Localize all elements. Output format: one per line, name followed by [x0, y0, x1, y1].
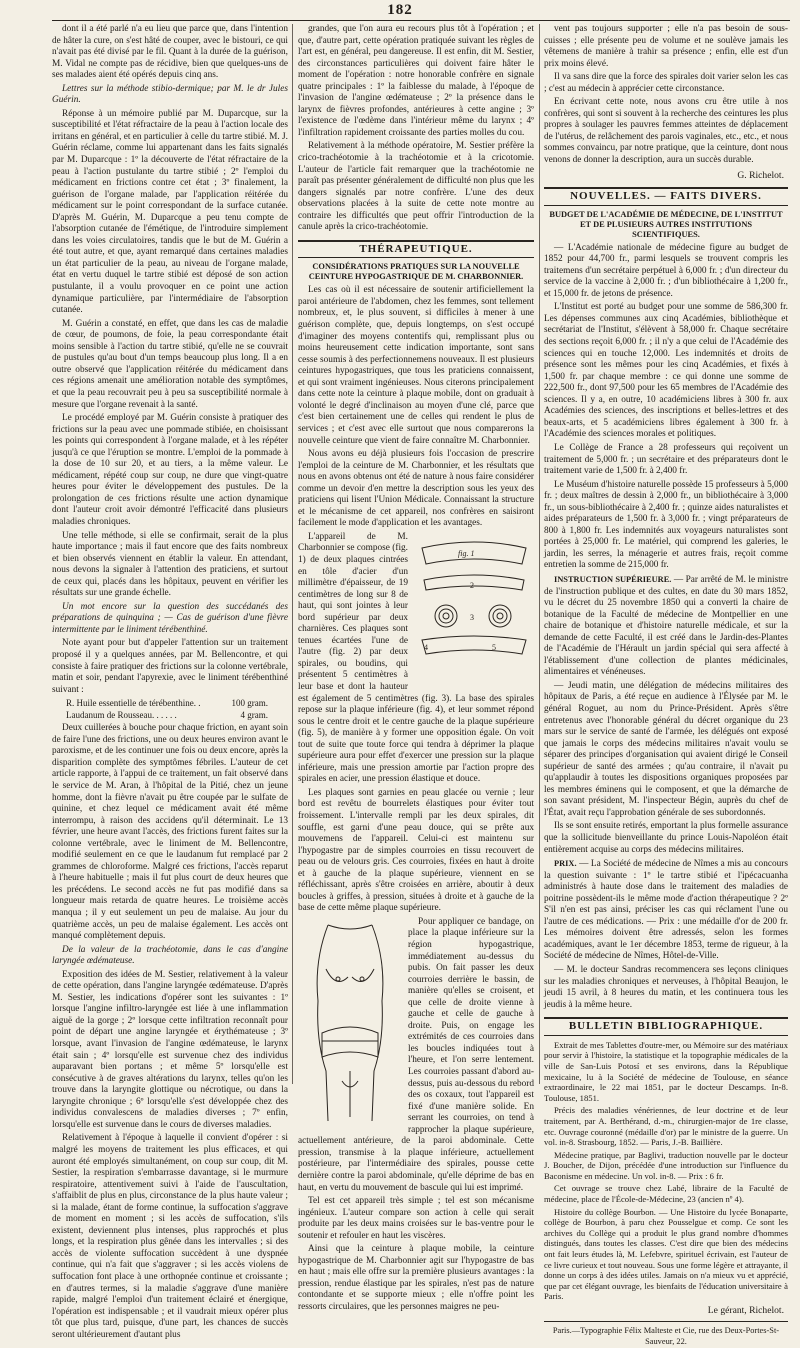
- biblio-item: Médecine pratique, par Baglivi, traduction nouvelle par le docteur J. Boucher, de Dijon, précédée d'une introduction sur l'influence du Baconisme en médecine. Un vol. in-8. — Prix : 6 fr.: [544, 1149, 788, 1181]
- column-3: [544, 24, 788, 1347]
- paragraph: Les plaques sont garnies en peau glacée ou vernie ; leur bord est revêtu de bourrelets élastiques pour éviter tout froissement. L'intervalle rempli par les deux spirales, dit souffle, est garni d'une peau douce, qui se prête aux mouvemens de l'appareil. Celui-ci est maintenu sur l'hypogastre par de simples courroies en tissu recouvert de peau ou de velours gris. Ces courroies, fixées en haut à droite et à gauche de la plaque supérieure, viennent en se réfléchissant, après s'être croisées en arrière, aboutir à deux boucles à griffes, à pression, situées à droite et à gauche de la base de cette même plaque supérieure.: [298, 787, 534, 914]
- paragraph: Il va sans dire que la force des spirales doit varier selon les cas ; c'est au médecin à apprécier cette circonstance.: [544, 72, 788, 94]
- section-title-therapeutique: THÉRAPEUTIQUE.: [298, 240, 534, 259]
- column-divider-2: [539, 24, 540, 1084]
- biblio-item: Cet ouvrage se trouve chez Labé, libraire de la Faculté de médecine, place de l'École-de-Médecine, 23 (ancien nº 4).: [544, 1183, 788, 1205]
- paragraph: Le Muséum d'histoire naturelle possède 15 professeurs à 5,000 fr. ; deux maîtres de dessin à 2,000 fr., un bibliothécaire à 3,000 fr., un sous-bibliothécaire à 2,400 fr. ; quinze aides naturalistes et aides préparateurs de 1,500 fr. à 3,000 fr. ; vingt préparateurs de 800 à 1,800 fr. Les indemnités aux voyageurs naturalistes sont portées à 25,000 fr. Le matériel, qui comprend les galeries, le jardin, les serres, la ménagerie et autres frais, reçoit comme entretien la somme de 215,000 fr.: [544, 479, 788, 571]
- article-heading-stibio: Lettres sur la méthode stibio-dermique; par M. le dr Jules Guérin.: [52, 83, 288, 106]
- recipe: [66, 698, 288, 721]
- paragraph: Relativement à la méthode opératoire, M. Sestier préfère la crico-trachéotomie à la trachéotomie et à la cricotomie. L'auteur de l'article fait remarquer que la trachéotomie ne paraît pas présenter généralement de difficulté non plus que les dangers signalés par notre confrère. L'une des deux observations placées à la suite de cette note montre au contraire les difficultés que peut offrir l'introduction de la canule après la crico-trachéotomie.: [298, 141, 534, 233]
- torso-figure: [298, 921, 402, 1131]
- bibliography-list: [544, 1040, 788, 1302]
- paragraph: Le Collège de France a 28 professeurs qui reçoivent un traitement de 5,000 fr. ; un secrétaire et des préparateurs dont le traitement varie de 1,500 fr. à 2,400 fr.: [544, 442, 788, 477]
- paragraph: Réponse à un mémoire publié par M. Duparcque, sur la susceptibilité et l'état réfractaire de la peau à l'action locale des irritans en général, et en particulier à celle du tartre stibié. M. J. Guérin réclame, comme lui appartenant dans les faits signalés par M. Duparcque : 1º la découverte de l'état réfractaire de la peau à l'action pustulante du tartre stibié ; 2º l'emploi du médicament en frictions contre cet état ; 3º finalement, la guérison de l'organe malade, par l'application réitérée du médicament sur le point correspondant de la surface cutanée. D'après M. Guérin, M. Duparcque a peu tenu compte de l'absorption cutanée de l'émétique, de l'introduire simplement dans les voies circulatoires, tandis que le but de M. Guérin a été tout autre, et que, ayant remarqué dans certaines maladies un état particulier de la peau, au niveau de l'organe malade, état en vertu duquel le tartre stibié est déposé de son action pustulante, il a voulu provoquer en ce point une action dynamique particulière, par l'intermédiaire de l'absorption cutanée.: [52, 108, 288, 316]
- paragraph: INSTRUCTION SUPÉRIEURE. — Par arrêté de M. le ministre de l'instruction publique et des cultes, en date du 30 mars 1852, vu le décret du 25 novembre 1850 qui a converti la chaire de botanique de la Faculté de médecine de Montpellier en une chaire de botanique et d'histoire naturelle médicale, et sur la demande de cette Faculté, il est créé dans le Jardin-des-Plantes de l'Académie de l'Hérault un jardin spécial qui sera affecté à l'établissement d'une collection de plantes médicinales, alimentaires et vénéneuses.: [544, 574, 788, 678]
- news-subheading: BUDGET DE L'ACADÉMIE DE MÉDECINE, DE L'INSTITUT ET DE PLUSIEURS AUTRES INSTITUTIONS SCIENTIFIQUES.: [549, 209, 783, 239]
- runin-heading: INSTRUCTION SUPÉRIEURE.: [554, 574, 672, 584]
- paragraph: Pour appliquer ce bandage, on place la plaque inférieure sur la région hypogastrique, immédiatement au-dessus du pubis. On fait passer les deux courroies derrière le bassin, de manière qu'elles se croisent, et que celle de droite vienne à gauche et celle de gauche à droite. Puis, on engage les extrémités de ces courroies dans les boucles indiquées tout à l'heure, et l'on serre lentement. Les courroies passant d'abord au-dessus, puis au-dessous du rebord des os coxaux, tout l'appareil est fixé d'une manière solide. En serrant les courroies, on tend à rapprocher la plaque supérieure, actuellement antérieure, de la paroi abdominale. Cette pression, transmise à la plaque inférieure, actuellement postérieure, par l'intermédiaire des spirales, pousse cette dernière contre la paroi abdominale, qu'elle déprime de bas en haut, en vertu du mouvement de bascule qui lui est imprimé.: [298, 916, 534, 1193]
- paragraph: — L'Académie nationale de médecine figure au budget de 1852 pour 44,700 fr., parmi lesquels se trouvent compris les traitemens d'un secrétaire perpétuel à 6,000 fr. ; d'un directeur du service de la vaccine à 2,000 fr. ; d'un bibliothécaire à 1,200 fr., et 15,000 fr. de jetons de présence.: [544, 242, 788, 299]
- recipe-line: R. Huile essentielle de térébenthine. . 100 gram.: [66, 698, 268, 709]
- fig-label-2: 2: [470, 580, 474, 590]
- column-1: [52, 24, 288, 1340]
- article-heading-tracheotomie: De la valeur de la trachéotomie, dans le cas d'angine laryngée œdémateuse.: [52, 944, 288, 967]
- paragraph: PRIX. — La Société de médecine de Nîmes a mis au concours la question suivante : 1º le tartre stibié et l'ipécacuanha administrés à haute dose dans le traitement des maladies de poitrine possèdent-ils le même mode d'action thérapeutique ? 2º S'il n'en est pas ainsi, préciser les cas qui réclament l'une ou l'autre de ces médications. — Prix : une médaille d'or de 200 fr. Les mémoires doivent être adressés, selon les formes académiques, avant le 1er décembre 1853, terme de rigueur, à la Société de médecine de Nîmes, Hôtel-de-Ville.: [544, 859, 788, 962]
- belt-diagram-illustration: [414, 534, 534, 684]
- runin-heading: PRIX.: [554, 859, 577, 869]
- article-subheading: CONSIDÉRATIONS PRATIQUES SUR LA NOUVELLE CEINTURE HYPOGASTRIQUE DE M. CHARBONNIER.: [308, 262, 524, 282]
- section-title-nouvelles: NOUVELLES. — FAITS DIVERS.: [544, 187, 788, 206]
- printer-footer: Paris.—Typographie Félix Malteste et Cie, rue des Deux-Portes-St-Sauveur, 22.: [544, 1321, 788, 1348]
- fig-label-1: fig. 1: [458, 548, 475, 558]
- paragraph: M. Guérin a constaté, en effet, que dans les cas de maladie de cœur, de poumons, de foie, la peau correspondante était moins sensible à l'action du tartre stibié, qu'elle ne se couvrait de pustules qu'au bout d'un temps beaucoup plus long. Il a en outre observé que l'application réitérée du médicament dans ces régions amenait une amélioration notable des symptômes, et que la peau recouvrait peu à peu sa susceptibilité normale à mesure que l'organe revenait à la santé.: [52, 318, 288, 410]
- paragraph: En écrivant cette note, nous avons cru être utile à nos confrères, qui sont si souvent à la recherche des ceintures les plus propres à soulager les pauvres femmes atteintes de déplacement de l'utérus, de relâchement des parois vaginales, etc., etc., et nous sommes convaincu, par notre pratique, que la ceinture, dont nous venons de donner la description, aura un succès durable.: [544, 97, 788, 166]
- column-divider-1: [292, 24, 293, 1084]
- fig-label-5: 5: [492, 642, 496, 652]
- paragraph: Deux cuillerées à bouche pour chaque friction, en ayant soin de faire l'une des frictions, une ou deux heures environ avant le paroxisme, et de les continuer une fois ou deux encore, après la disparition complète des symptômes fébriles. L'auteur de cet article rapporte, à l'appui de ce traitement, un fait observé dans le service de M. Aran, à l'hôpital de la Pitié, chez un jeune homme, dont la fièvre n'avait pu être coupée par le sulfate de quinine, et chez lequel ce médicament avait été même interrompu, à raison des accidens qu'il déterminait. Le 13 février, une heure avant l'accès, des frictions furent faites sur la colonne vertébrale, avec le liniment de M. Bellencontre, modifié seulement en ce que le laudanum fut remplacé par 2 grammes de chloroforme. Malgré ces frictions, l'accès reparut à l'heure habituelle ; mais il fut plus court de deux heures que les précédens. Le second accès ne fut pas modifié dans sa longueur mais retarda de quatre heures. Le troisième accès manqua ; il y eut seulement un peu de malaise. Au jour du quatrième accès, un peu de malaise également. Les accès ont manqué complètement depuis.: [52, 723, 288, 942]
- paragraph: Note ayant pour but d'appeler l'attention sur un traitement proposé il y a quelques années, par M. Bellencontre, et qui consiste à faire pratiquer des frictions sur la colonne vertébrale, matin et soir, pendant l'apyrexie, avec le liniment térébenthiné suivant :: [52, 638, 288, 695]
- paragraph: — Jeudi matin, une délégation de médecins militaires des hôpitaux de Paris, a été reçue en audience à l'Élysée par M. le général Roguet, au nom du Prince-Président. Après s'être entretenus avec l'honorable général du décret organique du 23 mars sur le service de santé de l'armée, les délégués ont exposé que jamais le corps des médecins militaires n'avait voulu se séparer des principes d'organisation qui avaient dirigé le Conseil supérieur de santé des armées ; qu'au contraire, il n'avait pu qu'applaudir à toutes les dispositions organiques proposées par les membres éminens qui le composent, et que la démarche de son savant président, M. l'inspecteur Bégin, auprès du chef de l'État, avait reçu l'approbation générale de ses subordonnés.: [544, 680, 788, 818]
- article-heading-quinquina: Un mot encore sur la question des succédanés des préparations de quinquina ; — Cas de guérison d'une fièvre intermittente par le liniment térébenthiné.: [52, 601, 288, 635]
- paragraph: Tel est cet appareil très simple ; tel est son mécanisme ingénieux. L'auteur compare son action à celle qui serait produite par les deux mains croisées sur le bas-ventre pour le soutenir et refouler en haut les viscères.: [298, 1196, 534, 1241]
- torso-illustration: [298, 921, 402, 1126]
- biblio-item: Précis des maladies vénériennes, de leur doctrine et de leur traitement, par A. Berthérand, d.-m., chirurgien-major de 1re classe, etc. Ouvrage couronné (médaille d'or) par le ministre de la guerre. Un vol. in-8. Strasbourg, 1852. — Paris, J.-B. Baillière.: [544, 1105, 788, 1148]
- section-title-bulletin: BULLETIN BIBLIOGRAPHIQUE.: [544, 1017, 788, 1036]
- paragraph: Exposition des idées de M. Sestier, relativement à la valeur de cette opération, dans l'angine laryngée œdémateuse. D'après M. Sestier, les indications d'opérer sont les suivantes : 1º lorsque l'angine infiltro-laryngée est liée à une inflammation aiguë de la gorge ; 2º lorsque cette infiltration reconnaît pour point de départ une angine laryngée et érythémateuse ; 3º lorsque, avant l'invasion de l'angine œdémateuse, le larynx était sain ; 4º lorsqu'elle est survenue chez des individus auparavant bien portans ; et même 5º lorsqu'elle est consécutive à de graves altérations du larynx, telles qu'on les trouve dans la laryngite glottique ou nécrotique, ou dans la laryngite chronique ; 6º lorsqu'elle s'est développée chez des individus convalescens de maladies diverses ; 7º enfin, lorsqu'elle est survenue dans le cours de diverses maladies.: [52, 969, 288, 1130]
- paragraph: Relativement à l'époque à laquelle il convient d'opérer : si malgré les moyens de traitement les plus efficaces, et qui auront été employés simultanément, on coup sur coup, dit M. Sestier, la respiration s'embarrasse davantage, si le murmure respiratoire, attentivement suivi à l'aide de l'auscultation, s'affaiblit de plus en plus, circonstance de la plus haute valeur ; si la malade, étant de forme continue, la suffocation s'aggrave de moment en moment ; si les accès de suffocation, s'ils existent, deviennent plus intenses, plus rapprochés et plus longs, et la respiration plus gênée dans les intervalles ; si des accès de violente suffocation succèdent à une dyspnée continue, qui n'a fait que s'aggraver ; si les accès violens de suffocation font place à une orthopnée continue et croissante ; en d'autres termes, si la maladie s'aggrave d'une manière rapide, malgré l'emploi d'un traitement éclairé et énergique, l'opération est indispensable ; et il vaudrait mieux opérer plus tôt que plus tard, puisque, d'une part, les chances de succès seront ultérieurement d'autant plus: [52, 1133, 288, 1340]
- paragraph: vent pas toujours supporter ; elle n'a pas besoin de sous-cuisses ; elle présente peu de volume et ne soulève jamais les vêtemens de manière à trahir sa présence ; enfin, elle est d'un prix moins élevé.: [544, 24, 788, 69]
- paragraph: Ils se sont ensuite retirés, emportant la plus formelle assurance que la sollicitude bienveillante du prince Louis-Napoléon était entièrement acquise au corps des médecins militaires.: [544, 821, 788, 855]
- page-number: 182: [387, 2, 413, 18]
- paragraph: dont il a été parlé n'a eu lieu que parce que, dans l'intention de hâter la cure, on s'est hâté de couper, avec le bistouri, ce qui n'avait pas été divisé par le fil. Quant à la durée de la guérison, M. Vidal ne compte pas de récidive, bien que quelques-uns de ses malades aient été opérés depuis cinq ans.: [52, 24, 288, 81]
- belt-figures: [414, 534, 534, 684]
- paragraph: — M. le docteur Sandras recommencera ses leçons cliniques sur les maladies chroniques et nerveuses, à l'hôpital Beaujon, le jeudi 15 avril, à 8 heures du matin, et les continuera tous les jeudis à la même heure.: [544, 965, 788, 1010]
- biblio-item: Histoire du collège Bourbon. — Une Histoire du lycée Bonaparte, collège de Bourbon, à paru chez Pousselgue et comp. Ce sont les archives du Collège qui a produit le plus grand nombre d'hommes distingués, dans toutes les classes. C'est dire que bien des médecins ont fait leurs études là, M. Lefebvre, spirituel écrivain, est l'auteur de ce livre curieux et tout nouveau. Sous une forme légère et attrayante, il donne un corps à des idées utiles. Jamais on n'a mieux vu et apprécié, que par cet élégant ouvrage, les bienfaits de l'éducation universitaire à Paris.: [544, 1206, 788, 1302]
- fig-label-4: 4: [424, 642, 428, 652]
- signature-gerant: Le gérant, Richelot.: [707, 1305, 784, 1316]
- paragraph: Nous avons eu déjà plusieurs fois l'occasion de prescrire l'emploi de la ceinture de M. Charbonnier, et les résultats que nous en avons obtenus ont été de nature à nous faire considérer comme un devoir d'en mettre la description sous les yeux des praticiens qui lisent l'Union Médicale. Connaissant la structure et le mécanisme de cet appareil, nos confrères en saisiront facilement le mode d'application et les avantages.: [298, 449, 534, 529]
- signature: G. Richelot.: [737, 169, 784, 181]
- paragraph: L'Institut est porté au budget pour une somme de 586,300 fr. Les dépenses communes aux cinq Académies, bibliothèque et secrétariat de l'Institut, s'élèvent à 58,000 fr. Chaque secrétaire des sections reçoit 6,000 fr. ; il n'y a que celui de l'Académie des sciences qui en touche 12,000. Les indemnités et droits de présence sont les mêmes pour les cinq Académies, et fixés à 1,500 fr. par chaque membre : ce qui donne une somme de 222,500 fr., dont 97,500 pour les 65 membres de l'Académie des sciences. Il y a, en outre, 10 académiciens libres à 300 fr. aux Académies des sciences, des inscriptions et belles-lettres et des beaux-arts, et 5 académiciens libres également à 300 fr. à l'Académie des sciences morales et politiques.: [544, 302, 788, 440]
- paragraph: Les cas où il est nécessaire de soutenir artificiellement la paroi antérieure de l'abdomen, chez les femmes, sont tellement nombreux, et, le plus souvent, si difficiles à mener à une guérison complète, que, depuis longtemps, on s'est occupé d'imaginer des moyens contentifs qui, remplissant plus ou moins heureusement cette indication importante, sont sans cesse soumis à des perfectionnemens nouveaux. Il est plusieurs ceintures hypogastriques, que tous les praticiens connaissent, et qui sont vraiment ingénieuses. Nous citerons principalement dans cette note la ceinture à plaque mobile, dont on graduait à volonté le degré d'inclinaison au moyen d'une clé, parce que c'est bien certainement une de celles qui rendent le plus de services ; et c'est avec elle surtout que nous comparerons la nouvelle ceinture que vient de faire connaître M. Charbonnier.: [298, 285, 534, 446]
- biblio-item: Extrait de mes Tablettes d'outre-mer, ou Mémoire sur des matériaux pour servir à l'histoire, la statistique et la topographie médicales de la ville de San-Luis Potosí et ses environs, dans la République mexicaine, lu à la Société de médecine de Toulouse, en séance extraordinaire, le 22 mai 1851, par le docteur Descamps. In-8. Toulouse, 1851.: [544, 1039, 788, 1103]
- paragraph: Ainsi que la ceinture à plaque mobile, la ceinture hypogastrique de M. Charbonnier agit sur l'hypogastre de bas en haut ; mais elle offre sur la première plusieurs avantages : la pression, rendue élastique par les spirales, n'est pas de nature contondante et se supporte mieux ; elle n'offre point les ressorts circulaires, que les personnes maigres ne peu-: [298, 1244, 534, 1312]
- paragraph: grandes, que l'on aura eu recours plus tôt à l'opération ; et que, d'autre part, cette opération pratiquée suivant les règles de l'art est, en général, peu dangereuse. Il est enfin, dit M. Sestier, des circonstances particulières qui doivent faire hâter le moment de l'opération : notre honorable confrère en signale quatre principales : 1º la faiblesse du malade, à l'époque de l'invasion de l'angine œdémateuse ; 2º la présence dans le larynx de fièvres profondes, antérieures à cette angine ; 3º l'existence de l'œdème dans l'intérieur même du larynx ; 4º l'infiltration rapidement croissante des parties molles du cou.: [298, 24, 534, 138]
- paragraph: L'appareil de M. Charbonnier se compose (fig. 1) de deux plaques cintrées en tôle d'acier d'un millimètre d'épaisseur, de 19 centimètres de long sur 8 de haut, qui sont jointes à leur bord supérieur par deux charnières. Ces plaques sont tenues écartées l'une de l'autre (fig. 2) par deux spirales, ou boudins, qui présentent 5 centimètres à leur base et dont la hauteur est également de 5 centimètres (fig. 3). La base des spirales repose sur la plaque inférieure (fig. 4), et leur sommet répond sous le centre droit et le centre gauche de la plaque supérieure (fig. 5), de manière à y former une opposition égale. On voit tout de suite que toute force qui tendra à déprimer la plaque supérieure aura pour effet d'exercer une pression sur la plaque inférieure, mais une pression amortie par l'action propre des spirales en acier, une pression élastique et douce.: [298, 531, 534, 785]
- paragraph: Une telle méthode, si elle se confirmait, serait de la plus haute importance ; mais il faut encore que des faits nombreux et bien observés viennent en établir la valeur. En attendant, nous devons la signaler à l'attention des praticiens, et surtout de ceux qui, placés dans les hôpitaux, peuvent en vérifier les résultats sur une grande échelle.: [52, 530, 288, 599]
- top-rule: [52, 20, 790, 21]
- fig-label-3: 3: [470, 612, 474, 622]
- paragraph: Le procédé employé par M. Guérin consiste à pratiquer des frictions sur la peau avec une pommade stibiée, en choisissant les points qui correspondent à l'organe malade, et à les répéter jusqu'à ce que l'éruption se montre. L'emploi de la pommade à la dose de 10 sur 20, et au tiers, a la même valeur. Le médicament, répété coup sur coup, ne dure que vingt-quatre heures pour éviter le développement des pustules. De la prolongation de ces frictions résulte une action dynamique dont l'auteur croit avoir démontré l'efficacité dans plusieurs maladies chroniques.: [52, 413, 288, 527]
- recipe-line: Laudanum de Rousseau. . . . . . 4 gram.: [66, 709, 268, 720]
- column-2: [298, 24, 534, 1312]
